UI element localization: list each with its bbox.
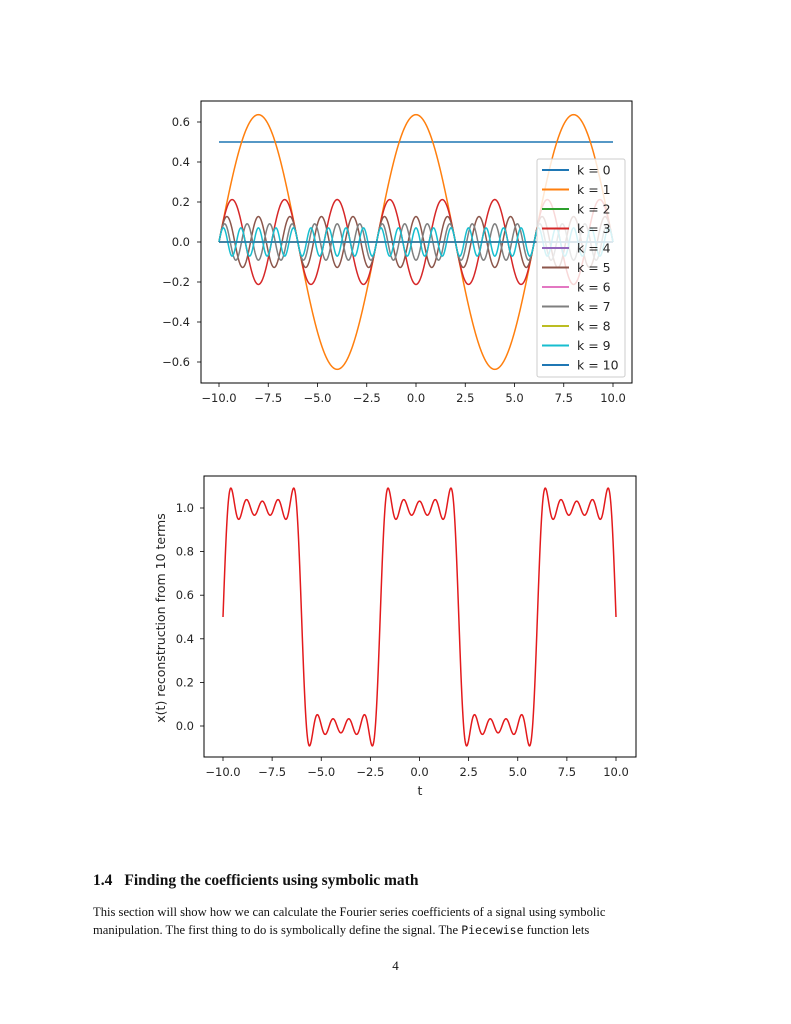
reconstruction-series-group <box>223 488 616 746</box>
reconstruction-line <box>223 488 616 746</box>
x-tick-label: −2.5 <box>356 765 385 779</box>
x-tick-label: 10.0 <box>603 765 629 779</box>
legend-label-k-9: k = 9 <box>577 338 611 353</box>
chart2-x-label: t <box>417 783 423 798</box>
x-tick-label: 2.5 <box>456 391 475 405</box>
y-tick-label: 0.6 <box>175 588 194 603</box>
y-tick-label: 0.4 <box>171 155 190 169</box>
x-tick-label: 5.0 <box>508 765 527 779</box>
chart1-legend <box>537 159 625 377</box>
y-tick-label: 0.8 <box>175 544 194 559</box>
section-paragraph <box>93 903 703 939</box>
chart1-y-axis <box>162 115 201 369</box>
x-tick-label: −2.5 <box>352 391 381 405</box>
x-tick-label: −5.0 <box>307 765 336 779</box>
piecewise-code: Piecewise <box>461 923 524 937</box>
x-tick-label: 2.5 <box>459 765 478 779</box>
x-tick-label: 5.0 <box>505 391 524 405</box>
y-tick-label: −0.6 <box>162 355 190 369</box>
y-tick-label: 1.0 <box>175 501 194 515</box>
legend-label-k-2: k = 2 <box>577 201 611 217</box>
paragraph-line-1: This section will show how we can calculate the Fourier series coefficients of a signal using symbolic <box>93 905 606 919</box>
x-tick-label: 10.0 <box>600 391 626 405</box>
x-tick-label: 7.5 <box>557 765 577 779</box>
legend-label-k-8: k = 8 <box>577 318 611 334</box>
section-number: 1.4 <box>93 872 113 889</box>
paragraph-line-2-end: function lets <box>523 923 590 937</box>
legend-label-k-7: k = 7 <box>577 299 611 314</box>
reconstruction-chart <box>153 476 636 798</box>
legend-label-k-0: k = 0 <box>577 162 611 178</box>
y-tick-label: −0.4 <box>162 315 190 329</box>
paragraph-line-2-start: manipulation. The first thing to do is symbolically define the signal. The <box>93 923 462 937</box>
y-tick-label: 0.4 <box>175 631 194 646</box>
legend-label-k-6: k = 6 <box>577 279 611 295</box>
x-tick-label: −5.0 <box>303 391 332 405</box>
y-tick-label: 0.2 <box>175 675 194 690</box>
harmonics-chart <box>162 101 632 405</box>
chart2-x-axis <box>205 757 628 779</box>
section-heading <box>93 872 703 890</box>
legend-label-k-4: k = 4 <box>577 240 611 256</box>
x-tick-label: 0.0 <box>410 765 429 779</box>
y-tick-label: 0.6 <box>171 115 190 129</box>
x-tick-label: −10.0 <box>201 391 237 405</box>
section-title: Finding the coefficients using symbolic math <box>124 872 419 889</box>
y-tick-label: 0.0 <box>171 235 190 249</box>
legend-label-k-5: k = 5 <box>577 260 611 275</box>
x-tick-label: −7.5 <box>254 391 283 405</box>
legend-label-k-10: k = 10 <box>577 357 619 373</box>
legend-label-k-3: k = 3 <box>577 221 611 236</box>
y-tick-label: −0.2 <box>162 275 190 289</box>
y-tick-label: 0.0 <box>175 719 194 733</box>
chart2-y-label: x(t) reconstruction from 10 terms <box>153 513 168 723</box>
x-tick-label: 0.0 <box>406 391 426 405</box>
x-tick-label: −7.5 <box>258 765 287 779</box>
y-tick-label: 0.2 <box>171 195 190 209</box>
chart1-x-axis <box>201 383 625 405</box>
x-tick-label: 7.5 <box>554 391 573 405</box>
legend-label-k-1: k = 1 <box>577 182 611 197</box>
section-1-4 <box>93 872 703 939</box>
x-tick-label: −10.0 <box>205 765 241 779</box>
chart2-frame <box>204 476 636 757</box>
chart2-y-axis <box>176 501 204 733</box>
page-number: 4 <box>392 958 399 973</box>
